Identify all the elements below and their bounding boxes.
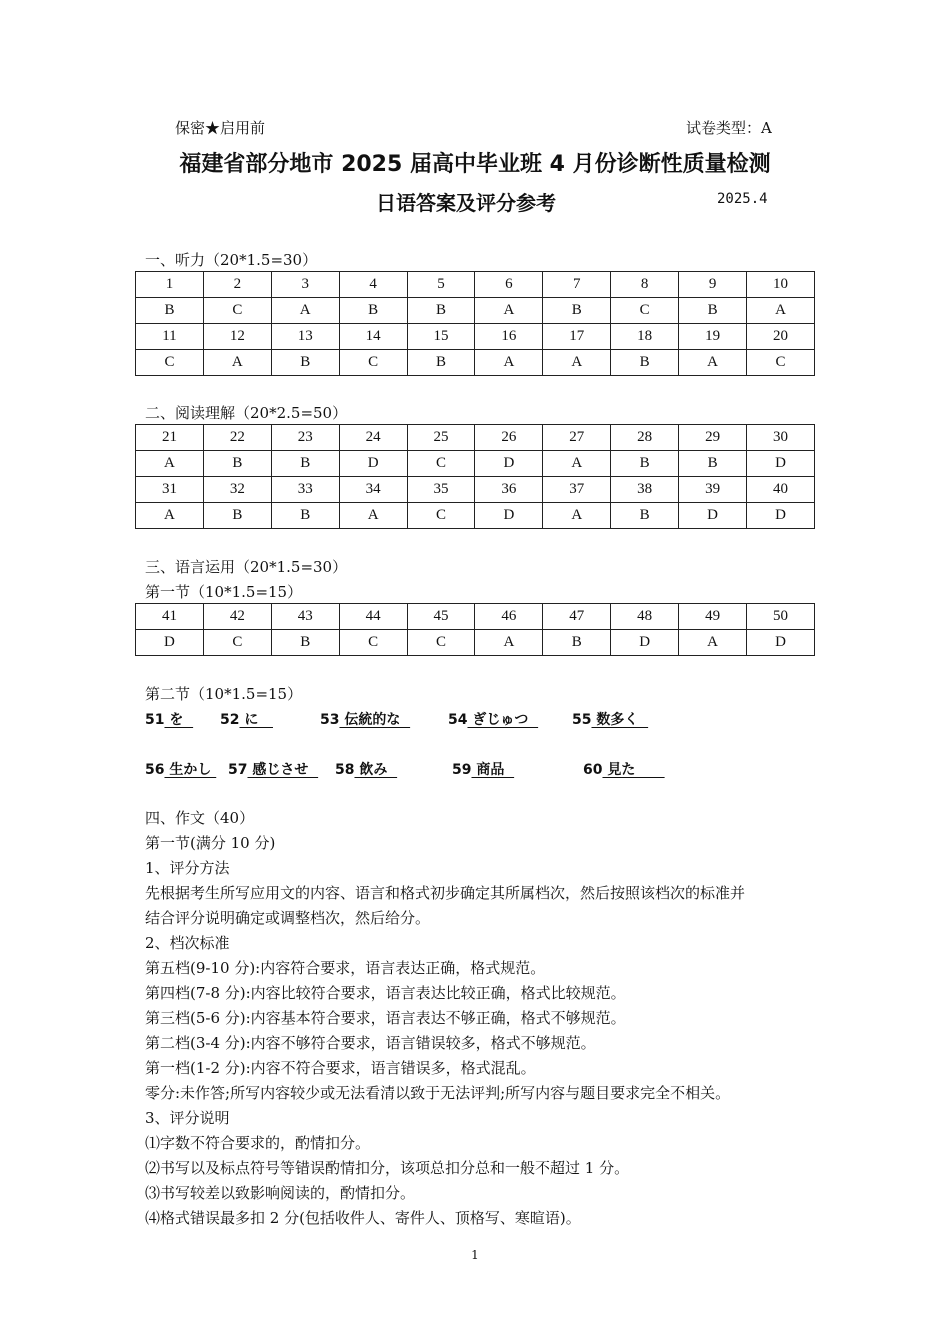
table-cell: 29 bbox=[679, 425, 747, 451]
table-row bbox=[136, 503, 815, 529]
listening-heading: 一、听力（20*1.5=30） bbox=[145, 251, 318, 269]
table-cell: C bbox=[407, 503, 475, 529]
table-cell: 14 bbox=[339, 324, 407, 350]
table-cell: B bbox=[203, 503, 271, 529]
answer-text: 感じさせ bbox=[247, 762, 319, 778]
table-row bbox=[136, 324, 815, 350]
table-row bbox=[136, 604, 815, 630]
paper-type-label: 试卷类型：A bbox=[686, 119, 772, 137]
table-cell: B bbox=[407, 298, 475, 324]
language-part1-heading: 第一节（10*1.5=15） bbox=[145, 583, 303, 601]
writing-line: 1、评分方法 bbox=[145, 859, 230, 877]
document-title: 福建省部分地市 2025 届高中毕业班 4 月份诊断性质量检测 bbox=[179, 152, 771, 177]
table-cell: 48 bbox=[611, 604, 679, 630]
table-cell: B bbox=[679, 298, 747, 324]
writing-line: 2、档次标准 bbox=[145, 934, 230, 952]
table-cell: D bbox=[747, 630, 815, 656]
table-cell: C bbox=[203, 630, 271, 656]
table-cell: 43 bbox=[271, 604, 339, 630]
table-cell: A bbox=[679, 630, 747, 656]
fill-answer-item bbox=[145, 759, 216, 779]
writing-line: ⑴字数不符合要求的，酌情扣分。 bbox=[145, 1134, 371, 1152]
table-cell: B bbox=[136, 298, 204, 324]
answer-text: 見た bbox=[602, 762, 665, 778]
table-cell: 34 bbox=[339, 477, 407, 503]
fill-answer-item bbox=[220, 709, 273, 729]
table-cell: D bbox=[475, 451, 543, 477]
table-cell: D bbox=[339, 451, 407, 477]
table-cell: 25 bbox=[407, 425, 475, 451]
table-cell: 50 bbox=[747, 604, 815, 630]
writing-heading: 四、作文（40） bbox=[145, 809, 255, 827]
table-cell: 39 bbox=[679, 477, 747, 503]
answer-text: ぎじゅつ bbox=[467, 712, 539, 728]
table-cell: B bbox=[203, 451, 271, 477]
table-cell: 21 bbox=[136, 425, 204, 451]
writing-line: 3、评分说明 bbox=[145, 1109, 230, 1127]
table-cell: B bbox=[543, 630, 611, 656]
language-part2-heading: 第二节（10*1.5=15） bbox=[145, 685, 303, 703]
table-cell: A bbox=[203, 350, 271, 376]
fill-answer-item bbox=[320, 709, 410, 729]
table-row bbox=[136, 451, 815, 477]
table-cell: B bbox=[271, 451, 339, 477]
writing-line: 第一档(1-2 分):内容不符合要求，语言错误多，格式混乱。 bbox=[145, 1059, 536, 1077]
answer-text: 商品 bbox=[471, 762, 515, 778]
question-number: 58 bbox=[335, 762, 355, 778]
table-cell: A bbox=[747, 298, 815, 324]
table-row bbox=[136, 477, 815, 503]
table-cell: 3 bbox=[271, 272, 339, 298]
answer-text: に bbox=[239, 712, 273, 728]
table-cell: C bbox=[339, 350, 407, 376]
table-cell: A bbox=[136, 503, 204, 529]
answer-text: 生かし bbox=[164, 762, 217, 778]
table-cell: A bbox=[339, 503, 407, 529]
fill-answer-item bbox=[452, 759, 514, 779]
language-table bbox=[135, 603, 815, 656]
table-cell: A bbox=[543, 350, 611, 376]
table-cell: C bbox=[339, 630, 407, 656]
table-cell: C bbox=[136, 350, 204, 376]
answer-text: を bbox=[164, 712, 194, 728]
table-cell: 5 bbox=[407, 272, 475, 298]
table-cell: 30 bbox=[747, 425, 815, 451]
page-number: 1 bbox=[471, 1248, 479, 1262]
table-cell: B bbox=[271, 503, 339, 529]
table-cell: 47 bbox=[543, 604, 611, 630]
table-cell: 7 bbox=[543, 272, 611, 298]
table-cell: 24 bbox=[339, 425, 407, 451]
table-cell: 12 bbox=[203, 324, 271, 350]
table-cell: 42 bbox=[203, 604, 271, 630]
question-number: 56 bbox=[145, 762, 165, 778]
writing-line: 先根据考生所写应用文的内容、语言和格式初步确定其所属档次，然后按照该档次的标准并 bbox=[145, 884, 746, 902]
document-subtitle: 日语答案及评分参考 bbox=[376, 191, 556, 215]
writing-line: 第二档(3-4 分):内容不够符合要求，语言错误较多，格式不够规范。 bbox=[145, 1034, 596, 1052]
table-cell: 28 bbox=[611, 425, 679, 451]
table-cell: 20 bbox=[747, 324, 815, 350]
table-row bbox=[136, 350, 815, 376]
table-cell: 38 bbox=[611, 477, 679, 503]
table-cell: 11 bbox=[136, 324, 204, 350]
writing-line: 第一节(满分 10 分) bbox=[145, 834, 276, 852]
table-cell: D bbox=[679, 503, 747, 529]
answer-text: 数多く bbox=[591, 712, 649, 728]
table-cell: B bbox=[611, 451, 679, 477]
table-cell: 23 bbox=[271, 425, 339, 451]
table-cell: 26 bbox=[475, 425, 543, 451]
question-number: 52 bbox=[220, 712, 240, 728]
table-cell: 46 bbox=[475, 604, 543, 630]
fill-answer-item bbox=[583, 759, 665, 779]
question-number: 53 bbox=[320, 712, 340, 728]
table-cell: 18 bbox=[611, 324, 679, 350]
table-cell: 31 bbox=[136, 477, 204, 503]
table-cell: A bbox=[543, 451, 611, 477]
answer-text: 飲み bbox=[354, 762, 398, 778]
table-cell: B bbox=[611, 350, 679, 376]
table-cell: B bbox=[271, 630, 339, 656]
writing-line: 第三档(5-6 分):内容基本符合要求，语言表达不够正确，格式不够规范。 bbox=[145, 1009, 626, 1027]
table-cell: 33 bbox=[271, 477, 339, 503]
question-number: 60 bbox=[583, 762, 603, 778]
table-cell: 19 bbox=[679, 324, 747, 350]
table-cell: 37 bbox=[543, 477, 611, 503]
table-cell: 6 bbox=[475, 272, 543, 298]
question-number: 59 bbox=[452, 762, 472, 778]
table-cell: A bbox=[679, 350, 747, 376]
table-cell: B bbox=[611, 503, 679, 529]
table-cell: 36 bbox=[475, 477, 543, 503]
writing-line: 零分:未作答;所写内容较少或无法看清以致于无法评判;所写内容与题目要求完全不相关。 bbox=[145, 1084, 731, 1102]
table-cell: 41 bbox=[136, 604, 204, 630]
table-cell: 15 bbox=[407, 324, 475, 350]
question-number: 55 bbox=[572, 712, 592, 728]
table-cell: D bbox=[747, 503, 815, 529]
fill-answer-item bbox=[448, 709, 538, 729]
writing-line: ⑷格式错误最多扣 2 分(包括收件人、寄件人、顶格写、寒暄语)。 bbox=[145, 1209, 581, 1227]
table-cell: 45 bbox=[407, 604, 475, 630]
fill-answer-item bbox=[572, 709, 648, 729]
question-number: 51 bbox=[145, 712, 165, 728]
table-cell: B bbox=[339, 298, 407, 324]
table-cell: D bbox=[136, 630, 204, 656]
table-cell: 32 bbox=[203, 477, 271, 503]
table-cell: 8 bbox=[611, 272, 679, 298]
table-cell: 9 bbox=[679, 272, 747, 298]
table-row bbox=[136, 630, 815, 656]
table-row bbox=[136, 272, 815, 298]
listening-table bbox=[135, 271, 815, 376]
table-cell: 22 bbox=[203, 425, 271, 451]
fill-answers-row-1 bbox=[145, 709, 805, 731]
table-cell: A bbox=[271, 298, 339, 324]
table-cell: A bbox=[475, 298, 543, 324]
table-row bbox=[136, 425, 815, 451]
table-cell: 1 bbox=[136, 272, 204, 298]
table-cell: 16 bbox=[475, 324, 543, 350]
table-cell: C bbox=[203, 298, 271, 324]
table-cell: 17 bbox=[543, 324, 611, 350]
table-cell: C bbox=[611, 298, 679, 324]
table-cell: 44 bbox=[339, 604, 407, 630]
table-cell: D bbox=[747, 451, 815, 477]
table-cell: B bbox=[407, 350, 475, 376]
reading-heading: 二、阅读理解（20*2.5=50） bbox=[145, 404, 348, 422]
table-cell: 40 bbox=[747, 477, 815, 503]
table-cell: 13 bbox=[271, 324, 339, 350]
table-cell: C bbox=[407, 630, 475, 656]
table-cell: A bbox=[475, 350, 543, 376]
table-cell: A bbox=[475, 630, 543, 656]
table-cell: 4 bbox=[339, 272, 407, 298]
table-cell: C bbox=[747, 350, 815, 376]
table-cell: A bbox=[136, 451, 204, 477]
table-cell: 27 bbox=[543, 425, 611, 451]
answer-text: 伝統的な bbox=[339, 712, 411, 728]
table-cell: B bbox=[543, 298, 611, 324]
question-number: 54 bbox=[448, 712, 468, 728]
table-cell: D bbox=[475, 503, 543, 529]
writing-line: ⑶书写较差以致影响阅读的，酌情扣分。 bbox=[145, 1184, 416, 1202]
table-cell: A bbox=[543, 503, 611, 529]
writing-line: ⑵书写以及标点符号等错误酌情扣分，该项总扣分总和一般不超过 1 分。 bbox=[145, 1159, 630, 1177]
fill-answer-item bbox=[228, 759, 318, 779]
table-cell: 10 bbox=[747, 272, 815, 298]
writing-line: 结合评分说明确定或调整档次，然后给分。 bbox=[145, 909, 431, 927]
table-cell: 2 bbox=[203, 272, 271, 298]
language-heading: 三、语言运用（20*1.5=30） bbox=[145, 558, 348, 576]
table-row bbox=[136, 298, 815, 324]
fill-answer-item bbox=[145, 709, 193, 729]
table-cell: B bbox=[271, 350, 339, 376]
fill-answer-item bbox=[335, 759, 397, 779]
document-date: 2025.4 bbox=[717, 191, 768, 207]
fill-answers-row-2 bbox=[145, 759, 805, 781]
writing-line: 第四档(7-8 分):内容比较符合要求，语言表达比较正确，格式比较规范。 bbox=[145, 984, 626, 1002]
table-cell: D bbox=[611, 630, 679, 656]
confidential-label: 保密★启用前 bbox=[175, 119, 266, 137]
reading-table bbox=[135, 424, 815, 529]
table-cell: 49 bbox=[679, 604, 747, 630]
table-cell: B bbox=[679, 451, 747, 477]
writing-line: 第五档(9-10 分):内容符合要求，语言表达正确，格式规范。 bbox=[145, 959, 546, 977]
question-number: 57 bbox=[228, 762, 248, 778]
table-cell: 35 bbox=[407, 477, 475, 503]
table-cell: C bbox=[407, 451, 475, 477]
